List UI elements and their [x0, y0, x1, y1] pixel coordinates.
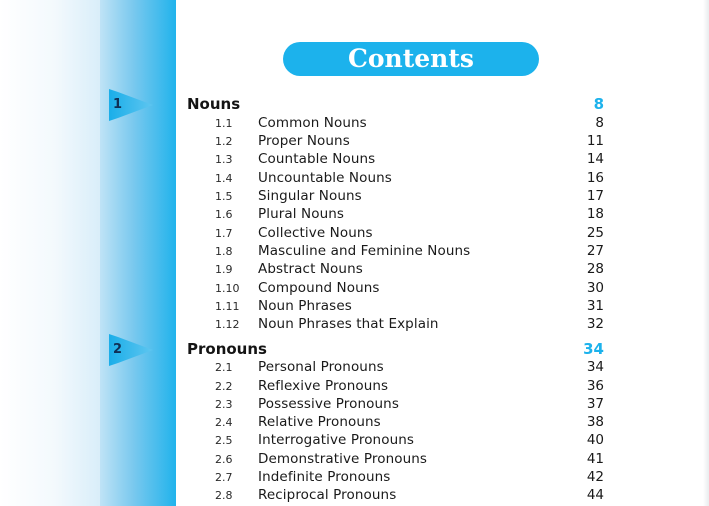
entry-label: Reflexive Pronouns: [258, 378, 389, 394]
entry-label: Noun Phrases: [258, 298, 352, 314]
entry-number: 1.9: [215, 263, 233, 276]
toc-entry[interactable]: [0, 150, 709, 168]
entry-label: Reciprocal Pronouns: [258, 487, 397, 503]
entry-label: Proper Nouns: [258, 133, 350, 149]
entry-number: 1.12: [215, 318, 240, 331]
entry-page-number: 8: [595, 115, 604, 131]
toc-entry[interactable]: [0, 431, 709, 449]
toc-entry[interactable]: [0, 450, 709, 468]
toc-entry[interactable]: [0, 260, 709, 278]
entry-number: 1.7: [215, 227, 233, 240]
entry-page-number: 36: [586, 378, 604, 394]
entry-number: 2.2: [215, 380, 233, 393]
entry-page-number: 42: [586, 469, 604, 485]
entry-page-number: 38: [586, 414, 604, 430]
toc-entry[interactable]: [0, 486, 709, 504]
toc-entry[interactable]: [0, 377, 709, 395]
entry-page-number: 17: [586, 188, 604, 204]
entry-label: Masculine and Feminine Nouns: [258, 243, 471, 259]
toc-entry[interactable]: [0, 395, 709, 413]
entry-number: 2.8: [215, 489, 233, 502]
entry-page-number: 37: [586, 396, 604, 412]
entry-label: Plural Nouns: [258, 206, 345, 222]
entry-number: 1.3: [215, 153, 233, 166]
entry-page-number: 25: [586, 225, 604, 241]
entry-label: Personal Pronouns: [258, 359, 384, 375]
toc-entry[interactable]: [0, 468, 709, 486]
entry-number: 1.8: [215, 245, 233, 258]
entry-page-number: 41: [586, 451, 604, 467]
entry-page-number: 16: [586, 170, 604, 186]
chapter-number: 1: [112, 97, 123, 112]
entry-page-number: 14: [586, 151, 604, 167]
entry-number: 2.1: [215, 361, 233, 374]
entry-label: Uncountable Nouns: [258, 170, 392, 186]
toc-entry[interactable]: [0, 242, 709, 260]
entry-page-number: 32: [586, 316, 604, 332]
entry-label: Abstract Nouns: [258, 261, 363, 277]
entry-page-number: 18: [586, 206, 604, 222]
entry-page-number: 11: [586, 133, 604, 149]
entry-label: Collective Nouns: [258, 225, 373, 241]
chapter-page-number: 34: [583, 340, 604, 358]
toc-entry[interactable]: [0, 205, 709, 223]
entry-page-number: 28: [586, 261, 604, 277]
entry-label: Possessive Pronouns: [258, 396, 399, 412]
entry-number: 1.5: [215, 190, 233, 203]
toc-entry[interactable]: [0, 279, 709, 297]
entry-label: Common Nouns: [258, 115, 367, 131]
entry-page-number: 40: [586, 432, 604, 448]
chapter-page-number: 8: [593, 95, 604, 113]
chapter-number: 2: [112, 342, 123, 357]
entry-number: 1.11: [215, 300, 240, 313]
entry-label: Countable Nouns: [258, 151, 376, 167]
entry-number: 2.6: [215, 453, 233, 466]
entry-number: 1.2: [215, 135, 233, 148]
entry-page-number: 30: [586, 280, 604, 296]
toc-entry[interactable]: [0, 132, 709, 150]
entry-number: 1.1: [215, 117, 233, 130]
entry-number: 1.4: [215, 172, 233, 185]
entry-number: 2.5: [215, 434, 233, 447]
toc-entry[interactable]: [0, 315, 709, 333]
entry-number: 2.3: [215, 398, 233, 411]
entry-page-number: 31: [586, 298, 604, 314]
toc-entry[interactable]: [0, 413, 709, 431]
entry-number: 1.10: [215, 282, 240, 295]
entry-label: Noun Phrases that Explain: [258, 316, 439, 332]
entry-label: Interrogative Pronouns: [258, 432, 415, 448]
page-title: Contents: [283, 42, 539, 76]
entry-label: Compound Nouns: [258, 280, 380, 296]
entry-number: 1.6: [215, 208, 233, 221]
toc-entry[interactable]: [0, 297, 709, 315]
entry-label: Singular Nouns: [258, 188, 362, 204]
toc-entry[interactable]: [0, 224, 709, 242]
toc-entry[interactable]: [0, 114, 709, 132]
entry-label: Demonstrative Pronouns: [258, 451, 428, 467]
toc-entry[interactable]: [0, 187, 709, 205]
entry-page-number: 34: [586, 359, 604, 375]
entry-number: 2.4: [215, 416, 233, 429]
chapter-title[interactable]: Pronouns: [187, 340, 267, 358]
entry-number: 2.7: [215, 471, 233, 484]
entry-label: Relative Pronouns: [258, 414, 381, 430]
entry-label: Indefinite Pronouns: [258, 469, 391, 485]
toc-entry[interactable]: [0, 358, 709, 376]
entry-page-number: 44: [586, 487, 604, 503]
entry-page-number: 27: [586, 243, 604, 259]
chapter-title[interactable]: Nouns: [187, 95, 241, 113]
toc-entry[interactable]: [0, 169, 709, 187]
